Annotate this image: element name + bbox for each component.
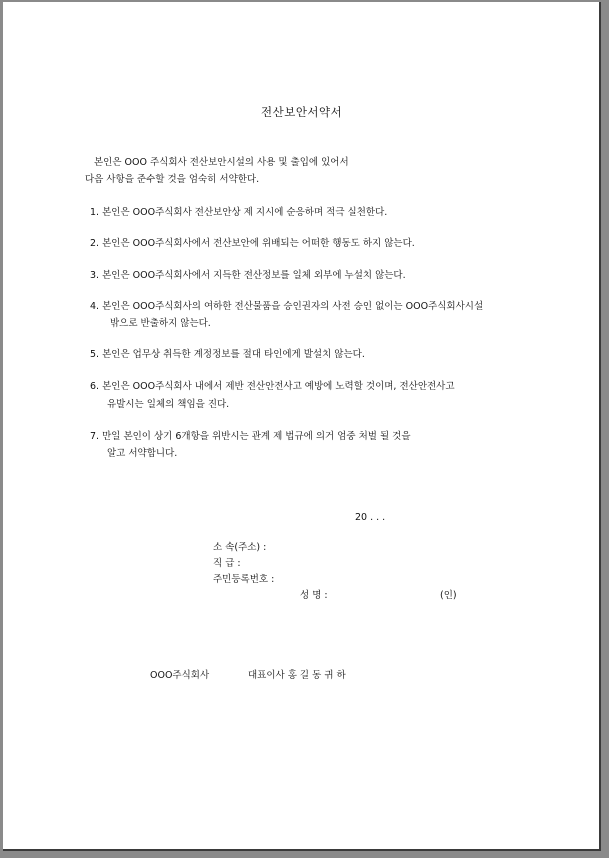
pledge-item-1: 1. 본인은 OOO주식회사 전산보안상 제 지시에 순응하며 적극 실천한다. [90,207,388,218]
pledge-item-5: 5. 본인은 업무상 취득한 계정정보를 절대 타인에게 발설치 않는다. [90,349,365,360]
field-resident-number: 주민등록번호 : [213,574,275,585]
date-line: 20 . . . [355,512,386,523]
pledge-item-3: 3. 본인은 OOO주식회사에서 지득한 전산정보를 일체 외부에 누설치 않는다. [90,270,406,281]
pledge-item-6-cont: 유발시는 일체의 책임을 진다. [107,399,230,410]
pledge-item-6: 6. 본인은 OOO주식회사 내에서 제반 전산안전사고 예방에 노력할 것이며, 전산안전사고 [90,381,455,392]
pledge-item-7-cont: 알고 서약합니다. [107,448,178,459]
pledge-item-2: 2. 본인은 OOO주식회사에서 전산보안에 위배되는 어떠한 행동도 하지 않는다. [90,238,415,249]
addressee-company: OOO주식회사 [150,670,210,681]
field-affiliation: 소 속(주소) : [213,542,267,553]
pledge-item-4: 4. 본인은 OOO주식회사의 여하한 전산물품을 승인권자의 사전 승인 없이는 OOO주식회사시설 [90,301,484,312]
field-name: 성 명 : [300,590,328,601]
document-title: 전산보안서약서 [261,105,343,119]
intro-line-1: 본인은 OOO 주식회사 전산보안시설의 사용 및 출입에 있어서 [94,157,349,168]
pledge-item-7: 7. 만일 본인이 상기 6개항을 위반시는 관계 제 법규에 의거 엄중 처벌 될 것을 [90,431,411,442]
intro-line-2: 다음 사항을 준수할 것을 엄숙히 서약한다. [85,174,260,185]
addressee-ceo: 대표이사 홍 길 동 귀 하 [248,670,346,681]
document-page [3,2,601,851]
seal-mark: (인) [440,590,457,601]
pledge-item-4-cont: 밖으로 반출하지 않는다. [110,318,211,329]
field-position: 직 급 : [213,558,241,569]
